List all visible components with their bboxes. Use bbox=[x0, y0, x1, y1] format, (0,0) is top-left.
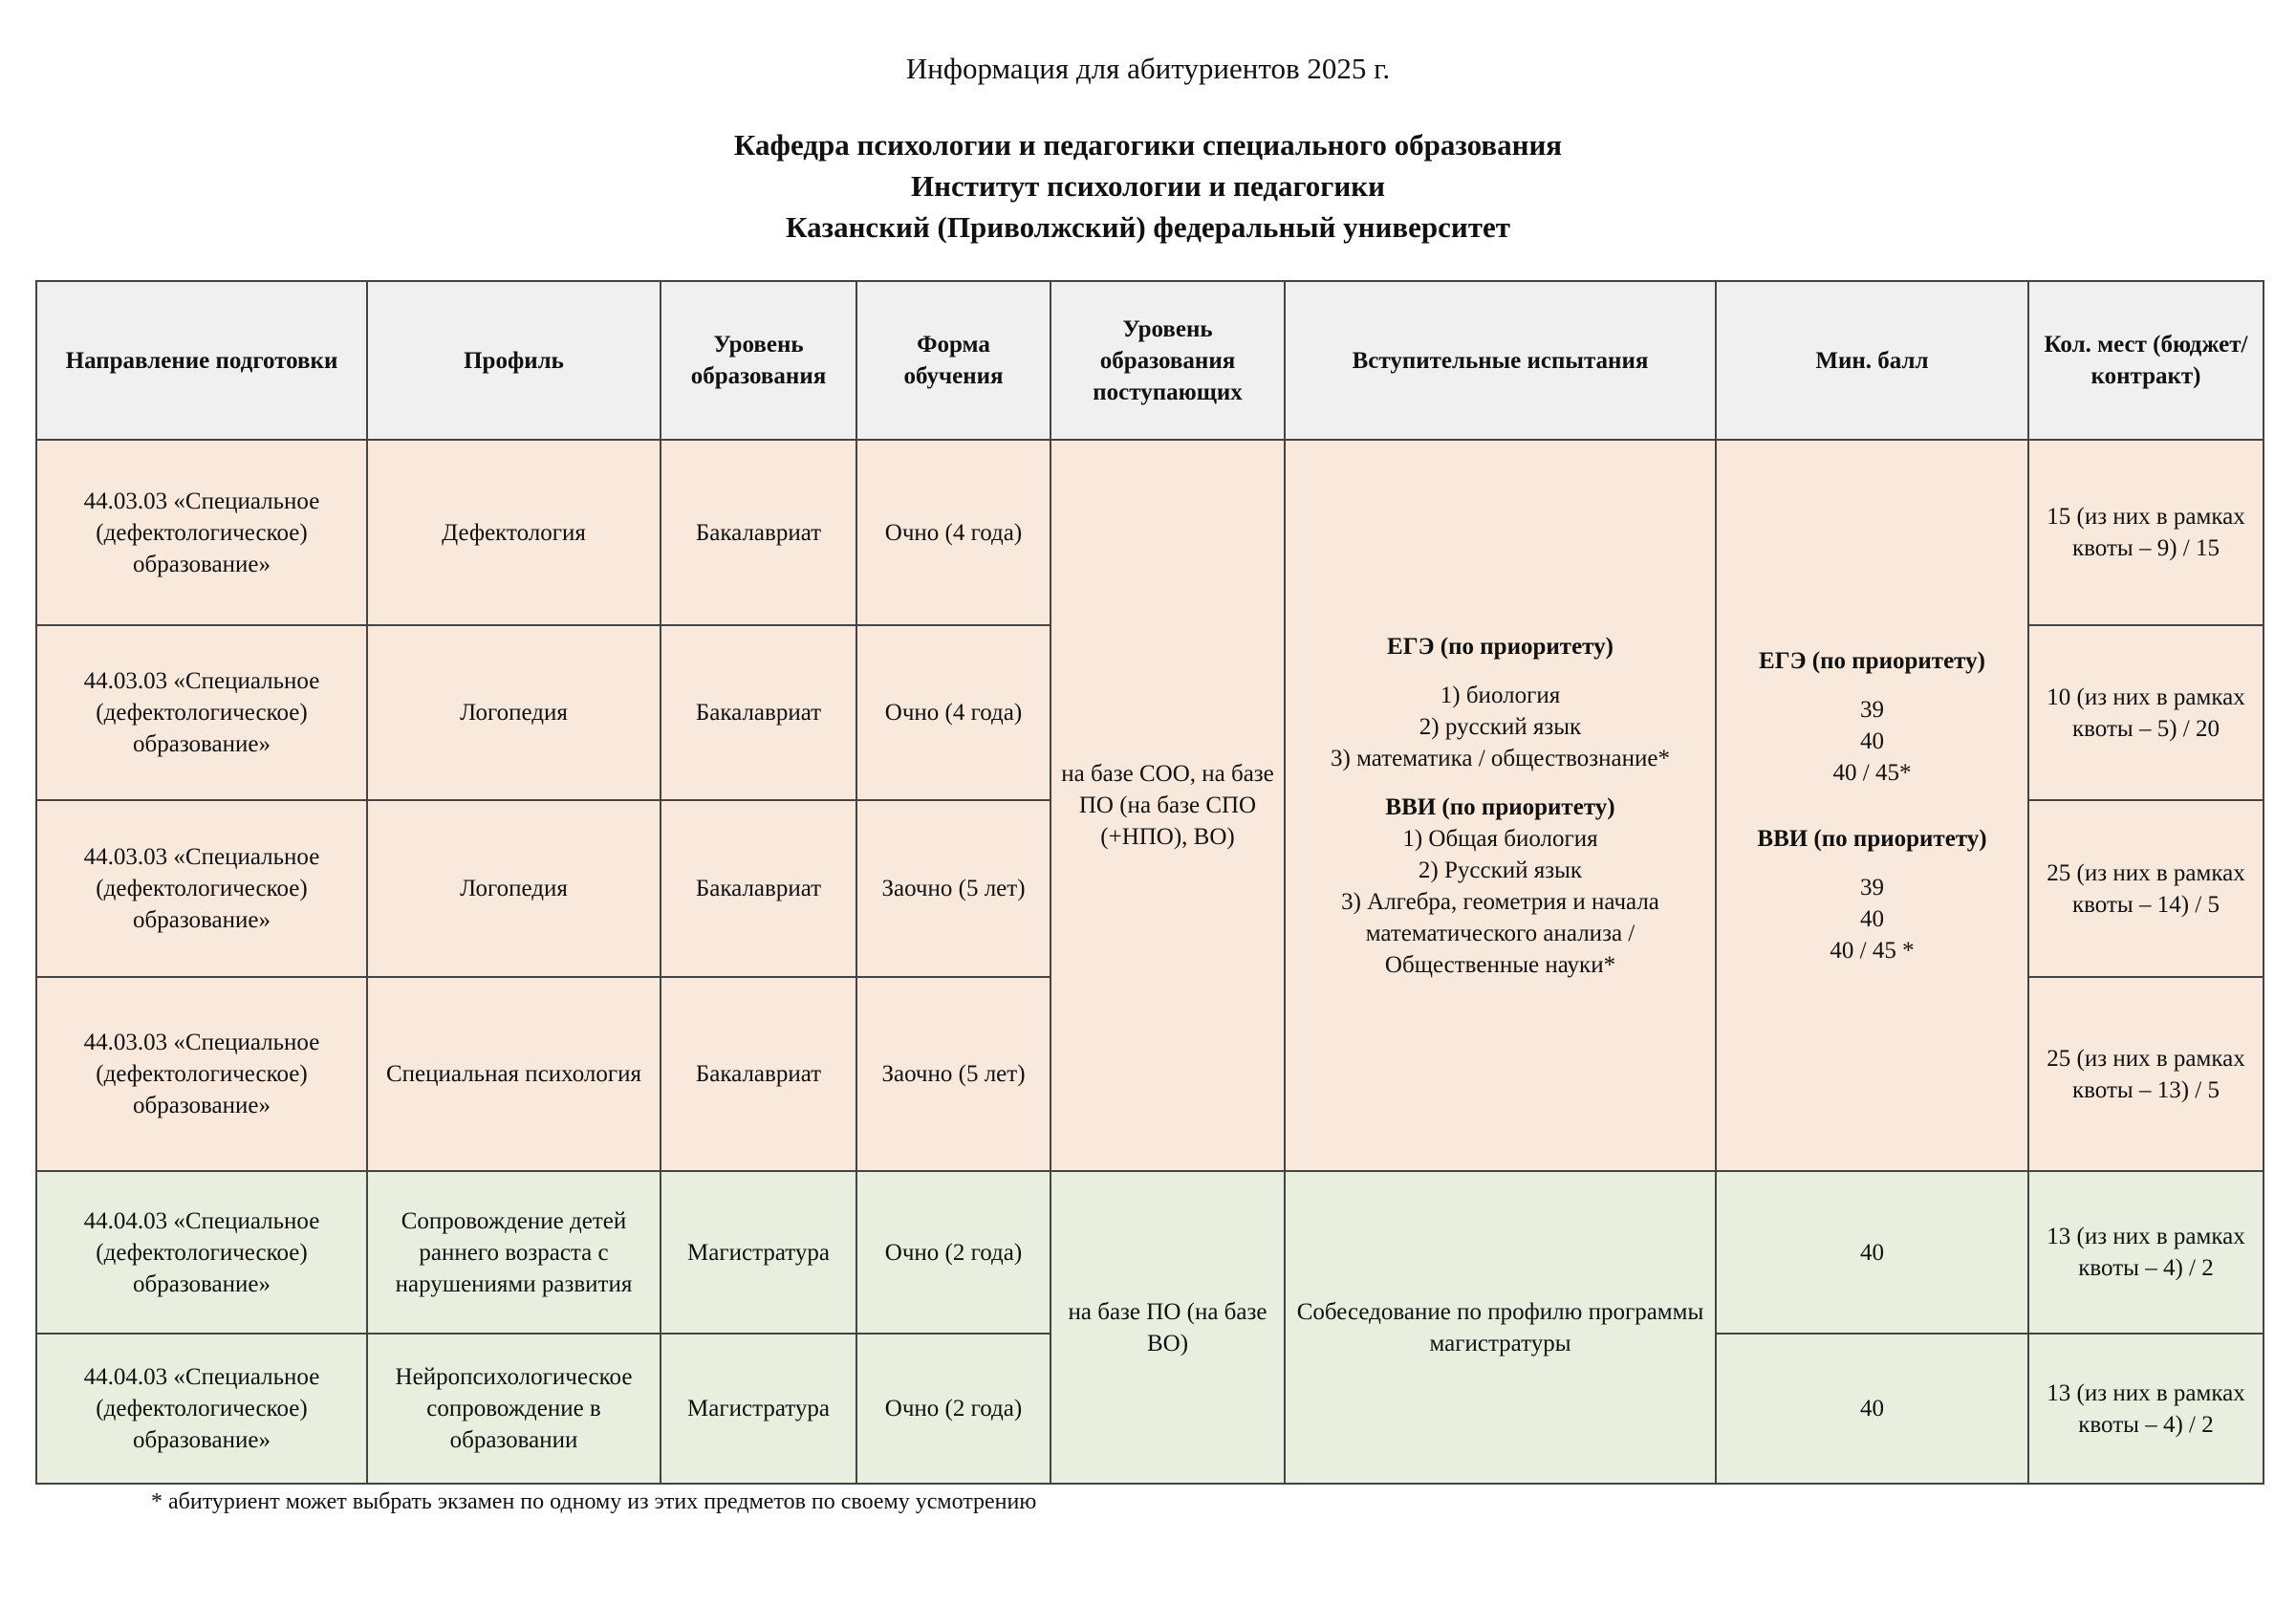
places-cell: 10 (из них в рамках квоты – 5) / 20 bbox=[2028, 625, 2264, 800]
form-cell: Заочно (5 лет) bbox=[856, 977, 1051, 1171]
department-heading: Кафедра психологии и педагогики специального образования bbox=[733, 128, 1563, 162]
form-cell: Очно (4 года) bbox=[856, 440, 1051, 625]
ege-exams-title: ЕГЭ (по приоритету) bbox=[1387, 633, 1614, 660]
ege-scores-title: ЕГЭ (по приоритету) bbox=[1759, 647, 1985, 674]
min-score-cell: 40 bbox=[1716, 1334, 2028, 1484]
exam-item: 2) русский язык bbox=[1419, 713, 1582, 740]
exams-cell: Собеседование по профилю программы магистратуры bbox=[1285, 1171, 1716, 1484]
exam-item: 3) математика / обществознание* bbox=[1331, 745, 1670, 771]
profile-cell: Логопедия bbox=[367, 800, 661, 977]
profile-cell: Сопровождение детей раннего возраста с нарушениями развития bbox=[367, 1171, 661, 1334]
document-title: Информация для абитуриентов 2025 г. bbox=[905, 52, 1391, 85]
col-places: Кол. мест (бюджет/ контракт) bbox=[2028, 281, 2264, 440]
score-item: 40 / 45* bbox=[1832, 759, 1912, 786]
vvi-exams-title: ВВИ (по приоритету) bbox=[1385, 793, 1615, 820]
form-cell: Очно (2 года) bbox=[856, 1171, 1051, 1334]
institute-heading: Институт психологии и педагогики bbox=[911, 169, 1385, 203]
form-cell: Очно (2 года) bbox=[856, 1334, 1051, 1484]
document-headings bbox=[0, 124, 2296, 248]
exams-cell bbox=[1285, 440, 1716, 1171]
level-cell: Бакалавриат bbox=[661, 440, 856, 625]
direction-cell: 44.03.03 «Специальное (дефектологическое) образование» bbox=[36, 977, 367, 1171]
form-cell: Очно (4 года) bbox=[856, 625, 1051, 800]
table-row bbox=[36, 1171, 2264, 1334]
places-cell: 13 (из них в рамках квоты – 4) / 2 bbox=[2028, 1171, 2264, 1334]
score-item: 40 bbox=[1860, 905, 1884, 932]
direction-cell: 44.03.03 «Специальное (дефектологическое) образование» bbox=[36, 440, 367, 625]
places-cell: 25 (из них в рамках квоты – 13) / 5 bbox=[2028, 977, 2264, 1171]
exam-item: 1) биология bbox=[1440, 682, 1561, 708]
col-form: Форма обучения bbox=[856, 281, 1051, 440]
col-direction: Направление подготовки bbox=[36, 281, 367, 440]
entry-level-cell: на базе ПО (на базе ВО) bbox=[1051, 1171, 1285, 1484]
places-cell: 13 (из них в рамках квоты – 4) / 2 bbox=[2028, 1334, 2264, 1484]
form-cell: Заочно (5 лет) bbox=[856, 800, 1051, 977]
entry-level-cell: на базе СОО, на базе ПО (на базе СПО (+НПО), ВО) bbox=[1051, 440, 1285, 1171]
admission-table bbox=[35, 280, 2264, 1485]
level-cell: Бакалавриат bbox=[661, 800, 856, 977]
col-exams: Вступительные испытания bbox=[1285, 281, 1716, 440]
direction-cell: 44.04.03 «Специальное (дефектологическое) образование» bbox=[36, 1334, 367, 1484]
min-score-cell bbox=[1716, 440, 2028, 1171]
col-entry-level: Уровень образования поступающих bbox=[1051, 281, 1285, 440]
col-profile: Профиль bbox=[367, 281, 661, 440]
profile-cell: Специальная психология bbox=[367, 977, 661, 1171]
level-cell: Магистратура bbox=[661, 1334, 856, 1484]
profile-cell: Нейропсихологическое сопровождение в образовании bbox=[367, 1334, 661, 1484]
university-heading: Казанский (Приволжский) федеральный университет bbox=[786, 210, 1510, 244]
header-row bbox=[36, 281, 2264, 440]
profile-cell: Логопедия bbox=[367, 625, 661, 800]
score-item: 39 bbox=[1860, 874, 1884, 901]
exam-item: 3) Алгебра, геометрия и начала математического анализа / Общественные науки* bbox=[1341, 888, 1659, 978]
profile-cell: Дефектология bbox=[367, 440, 661, 625]
score-item: 40 bbox=[1860, 727, 1884, 754]
level-cell: Бакалавриат bbox=[661, 977, 856, 1171]
level-cell: Бакалавриат bbox=[661, 625, 856, 800]
score-item: 40 / 45 * bbox=[1830, 937, 1915, 964]
min-score-cell: 40 bbox=[1716, 1171, 2028, 1334]
direction-cell: 44.03.03 «Специальное (дефектологическое) образование» bbox=[36, 800, 367, 977]
footnote: * абитуриент может выбрать экзамен по одному из этих предметов по своему усмотрению bbox=[151, 1489, 1037, 1514]
vvi-scores-title: ВВИ (по приоритету) bbox=[1757, 825, 1987, 852]
table-row bbox=[36, 440, 2264, 625]
col-min-score: Мин. балл bbox=[1716, 281, 2028, 440]
score-item: 39 bbox=[1860, 696, 1884, 723]
places-cell: 25 (из них в рамках квоты – 14) / 5 bbox=[2028, 800, 2264, 977]
exam-item: 2) Русский язык bbox=[1418, 857, 1583, 883]
direction-cell: 44.03.03 «Специальное (дефектологическое) образование» bbox=[36, 625, 367, 800]
col-level: Уровень образования bbox=[661, 281, 856, 440]
direction-cell: 44.04.03 «Специальное (дефектологическое) образование» bbox=[36, 1171, 367, 1334]
places-cell: 15 (из них в рамках квоты – 9) / 15 bbox=[2028, 440, 2264, 625]
level-cell: Магистратура bbox=[661, 1171, 856, 1334]
exam-item: 1) Общая биология bbox=[1402, 825, 1598, 852]
